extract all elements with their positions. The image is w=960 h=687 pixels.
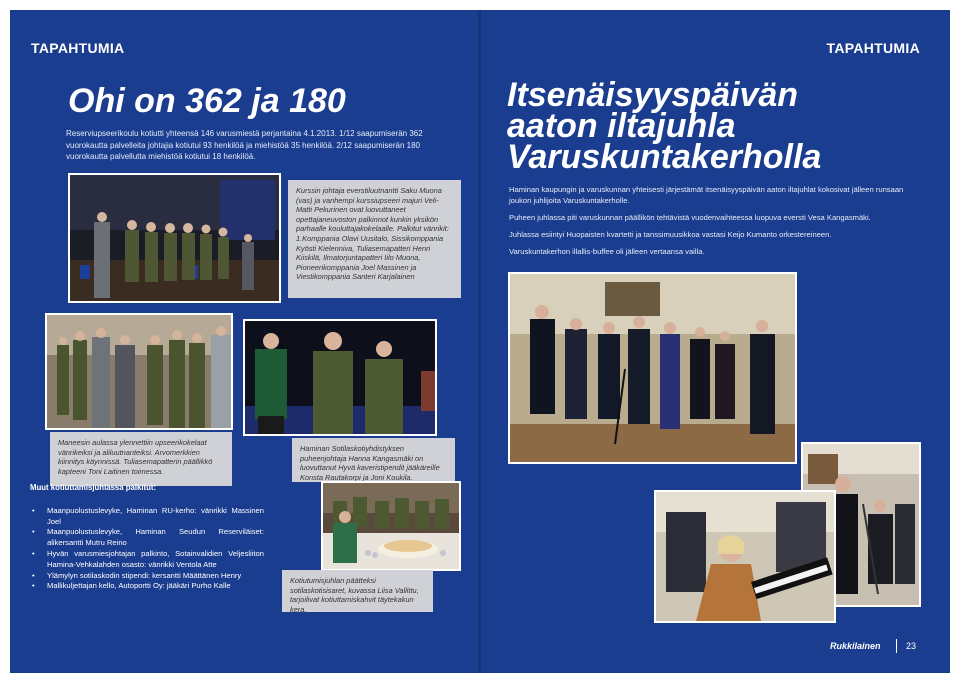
title-line: Itsenäisyyspäivän [507, 76, 799, 114]
left-article-title: Ohi on 362 ja 180 [68, 82, 346, 120]
body-paragraph: Varuskuntakerhon illallis-buffee oli jälleen vertaansa vailla. [509, 247, 705, 256]
lobby-promotion-photo [45, 313, 233, 430]
left-article-lead: Reserviupseerikoulu kotiutti yhteensä 146 varusmiestä perjantaina 4.1.2013. 1/12 saapumiserän 362 vuorokautta palvelleita johtajia kotiutui 93 henkilöä ja miehistöä 35 henkilöä. 2/12 saapumiserän 180 vuorokautta palvellutta miehistöä kotiutui 18 henkilöä. [66, 129, 423, 161]
right-article-body [509, 184, 919, 263]
awards-list-section [30, 483, 264, 592]
caption-stipend-award: Haminan Sotilaskotiyhdistyksen puheenjohtaja Hanna Kangasmäki on luovuttanut Hyvä kaveristipendit jääkäreille Konsta Rautakorpi ja Joni Koukila. [292, 438, 455, 482]
stage-ceremony-photo [68, 173, 281, 303]
footer-divider [896, 639, 897, 653]
right-article-title [507, 76, 927, 176]
coffee-cake-photo [321, 481, 461, 571]
section-tag-left: TAPAHTUMIA [31, 40, 125, 56]
section-tag-right: TAPAHTUMIA [826, 40, 920, 56]
award-item: • Ylämylyn sotilaskodin stipendi: kersantti Määttänen Henry [30, 571, 264, 582]
award-item: • Maanpuolustuslevyke, Haminan RU-kerho: vänrikki Massinen Joel [30, 506, 264, 528]
body-paragraph: Juhlassa esiintyi Huopaisten kvartetti ja tanssimuusikkoa vastasi Keijo Kumanto orkestereineen. [509, 230, 832, 239]
title-line: aaton iltajuhla [507, 107, 736, 145]
body-paragraph: Haminan kaupungin ja varuskunnan yhteisesti järjestämät itsenäisyyspäivän aaton iltajuhlat kokosivat jälleen runsaan joukon juhlijoita Varuskuntakerholle. [509, 185, 904, 205]
award-item: • Maanpuolustuslevyke, Haminan Seudun Reserviläiset: alikersantti Mutru Reino [30, 527, 264, 549]
stipend-award-photo [243, 319, 437, 436]
title-line: Varuskuntakerholla [507, 138, 822, 176]
page-gutter [478, 10, 481, 673]
award-item: • Hyvän varusmiesjohtajan palkinto, Sotainvalidien Veljesliiton Hamina-Vehkalahden osasto: vänrikki Ventola Atte [30, 549, 264, 571]
magazine-spread [10, 10, 950, 673]
pianist-photo [654, 490, 836, 623]
magazine-name: Rukkilainen [830, 641, 881, 651]
body-paragraph: Puheen juhlassa piti varuskunnan päällikön tehtävistä vuodenvaihteessa luopuva eversti Vesa Kangasmäki. [509, 213, 871, 222]
caption-coffee-cake: Kotiutumisjuhlan päätteksi sotilaskotisisaret, kuvassa Liisa Vallittu, tarjoilivat kotiuttamiskahvit täytekakun kera. [282, 570, 433, 612]
awards-heading: Muut kotiuttamisjuhlassa palkitut: [30, 483, 157, 492]
award-item: • Mallikuljettajan kello, Autoportti Oy: jääkäri Purho Kalle [30, 581, 264, 592]
page-number: 23 [906, 641, 917, 651]
evening-party-photo [508, 272, 797, 464]
caption-lobby-promotion: Maneesin aulassa ylennettiin upseerikokelaat vänrikeiksi ja aliluutnanteiksi. Arvomerkkien kiinnitys käynnissä. Tuliasemapatterin päällikkö kapteeni Toni Laitinen toimessa. [50, 432, 232, 486]
awards-list [30, 506, 264, 592]
caption-stage-ceremony: Kurssin johtaja everstiluutnantti Saku Muona (vas) ja vanhempi kurssiupseeri majuri Veli-Matti Pekurinen ovat luovuttaneet opettajaneuvoston palkinnot kunkin yksikön parhaalle kouluttajakokelaalle. Palkitut vänrikit: 1.Komppania Olavi Uusitalo, Sissikomppania Kyösti Kielenniva, Tuliasemapatteri Henri Kiiskilä, Ilmatorjuntapatteri Iilo Muona, Pioneerikomppania Joel Massinen ja Viestikomppania Santeri Karjalainen [288, 180, 461, 298]
